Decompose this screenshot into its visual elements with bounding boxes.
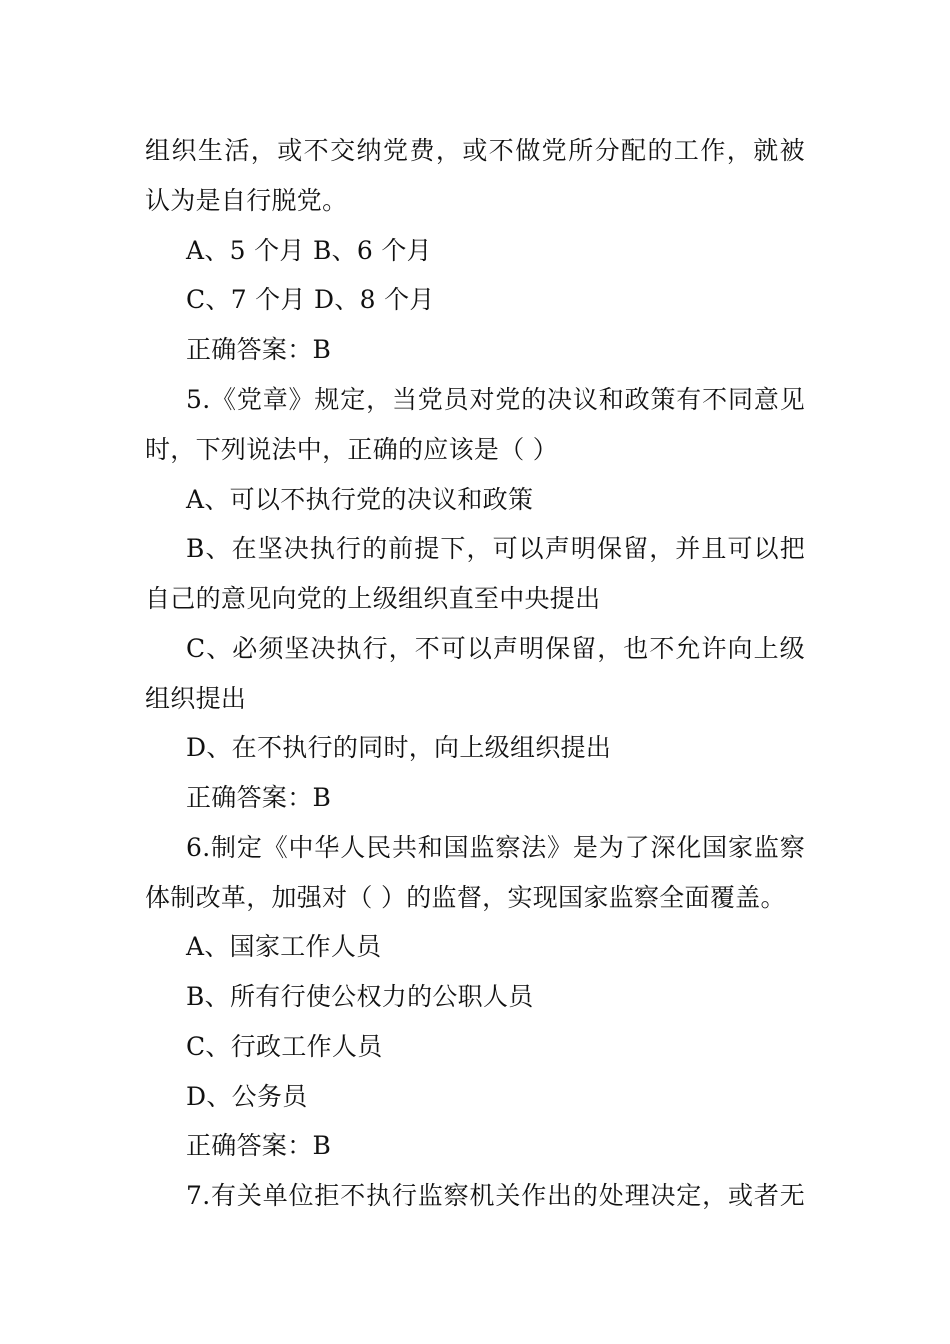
- option-line: A、可以不执行党的决议和政策: [186, 485, 534, 514]
- answer-line: 正确答案：B: [186, 783, 332, 812]
- question-5-line: 5.《党章》规定，当党员对党的决议和政策有不同意见: [186, 385, 805, 414]
- text-line-continuation: 认为是自行脱党。: [145, 186, 348, 215]
- option-continuation: 自己的意见向党的上级组织直至中央提出: [145, 584, 601, 613]
- option-line: D、公务员: [186, 1082, 308, 1111]
- option-line: B、在坚决执行的前提下，可以声明保留，并且可以把: [186, 534, 805, 563]
- question-6-continuation: 体制改革，加强对（ ）的监督，实现国家监察全面覆盖。: [145, 883, 786, 912]
- text-line-continuation: 组织生活，或不交纳党费，或不做党所分配的工作，就被: [145, 136, 805, 165]
- question-5-continuation: 时，下列说法中，正确的应该是（ ）: [145, 435, 559, 464]
- option-line: A、国家工作人员: [186, 932, 382, 961]
- option-line: C、必须坚决执行，不可以声明保留，也不允许向上级: [186, 634, 805, 663]
- question-6-line: 6.制定《中华人民共和国监察法》是为了深化国家监察: [186, 833, 805, 862]
- option-line: B、所有行使公权力的公职人员: [186, 982, 534, 1011]
- option-line: D、在不执行的同时，向上级组织提出: [186, 733, 612, 762]
- option-line: C、行政工作人员: [186, 1032, 383, 1061]
- option-line: C、7 个月 D、8 个月: [186, 285, 435, 314]
- option-continuation: 组织提出: [145, 684, 247, 713]
- answer-line: 正确答案：B: [186, 335, 332, 364]
- answer-line: 正确答案：B: [186, 1131, 332, 1160]
- question-7-line: 7.有关单位拒不执行监察机关作出的处理决定，或者无: [186, 1181, 805, 1210]
- option-line: A、5 个月 B、6 个月: [186, 236, 432, 265]
